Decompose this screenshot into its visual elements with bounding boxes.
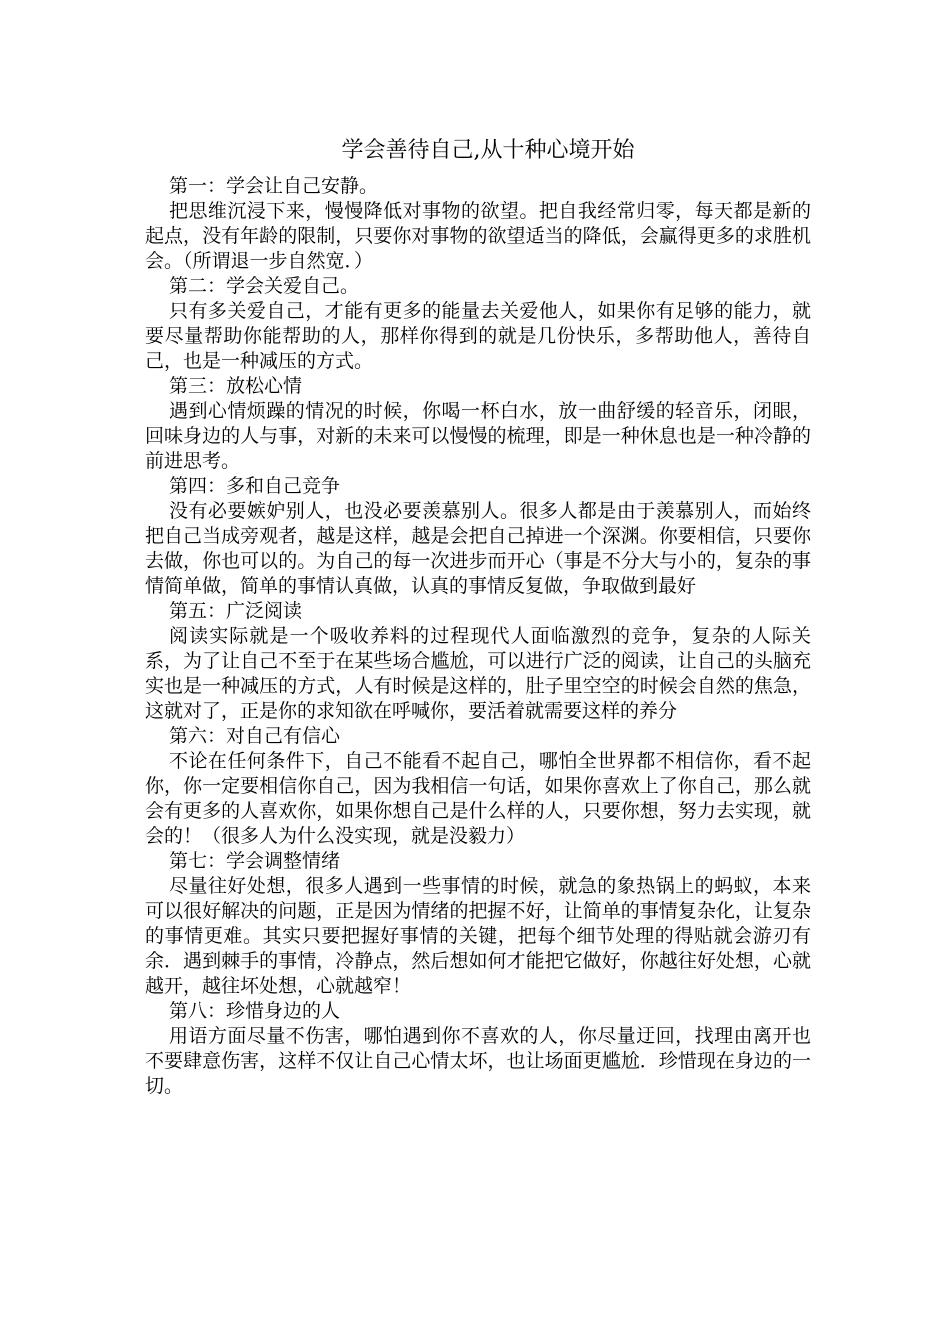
section-1 — [145, 174, 811, 274]
document-title: 学会善待自己,从十种心境开始 — [341, 138, 635, 163]
section-body: 用语方面尽量不伤害，哪怕遇到你不喜欢的人，你尽量迂回，找理由离开也不要肆意伤害，这样不仅让自己心情太坏，也让场面更尴尬．珍惜现在身边的一切。 — [145, 1025, 811, 1097]
section-2 — [145, 274, 811, 374]
section-5 — [145, 599, 811, 724]
section-body: 没有必要嫉妒别人，也没必要羡慕别人。很多人都是由于羡慕别人，而始终把自己当成旁观者，越是这样，越是会把自己掉进一个深渊。你要相信，只要你去做，你也可以的。为自己的每一次进步而开心（事是不分大与小的，复杂的事情简单做，简单的事情认真做，认真的事情反复做，争取做到最好 — [145, 500, 811, 597]
section-heading: 第七：学会调整情绪 — [169, 850, 341, 872]
section-heading: 第六：对自己有信心 — [169, 725, 341, 747]
section-heading: 第五：广泛阅读 — [169, 600, 303, 622]
section-heading: 第八：珍惜身边的人 — [169, 1000, 341, 1022]
section-3 — [145, 374, 811, 474]
section-4 — [145, 474, 811, 599]
section-6 — [145, 724, 811, 849]
document-page — [145, 134, 811, 1099]
section-heading: 第三：放松心情 — [169, 375, 303, 397]
section-7 — [145, 849, 811, 999]
section-body: 只有多关爱自己，才能有更多的能量去关爱他人，如果你有足够的能力，就要尽量帮助你能帮助的人，那样你得到的就是几份快乐，多帮助他人，善待自己，也是一种减压的方式。 — [145, 300, 811, 372]
section-8 — [145, 999, 811, 1099]
section-body: 阅读实际就是一个吸收养料的过程现代人面临激烈的竞争，复杂的人际关系，为了让自己不至于在某些场合尴尬，可以进行广泛的阅读，让自己的头脑充实也是一种减压的方式，人有时候是这样的，肚子里空空的时候会自然的焦急，这就对了，正是你的求知欲在呼喊你，要活着就需要这样的养分 — [145, 625, 811, 722]
section-heading: 第二：学会关爱自己。 — [169, 275, 360, 297]
section-body: 把思维沉浸下来，慢慢降低对事物的欲望。把自我经常归零，每天都是新的起点，没有年龄的限制，只要你对事物的欲望适当的降低，会赢得更多的求胜机会。（所谓退一步自然宽．） — [145, 200, 811, 272]
section-body: 遇到心情烦躁的情况的时候，你喝一杯白水，放一曲舒缓的轻音乐，闭眼，回味身边的人与事，对新的未来可以慢慢的梳理，即是一种休息也是一种冷静的前进思考。 — [145, 400, 811, 472]
section-body: 尽量往好处想，很多人遇到一些事情的时候，就急的象热锅上的蚂蚁，本来可以很好解决的问题，正是因为情绪的把握不好，让简单的事情复杂化，让复杂的事情更难。其实只要把握好事情的关键，把每个细节处理的得贴就会游刃有余．遇到棘手的事情，冷静点，然后想如何才能把它做好，你越往好处想，心就越开，越往坏处想，心就越窄！ — [145, 875, 811, 997]
section-heading: 第四：多和自己竞争 — [169, 475, 341, 497]
section-body: 不论在任何条件下，自己不能看不起自己，哪怕全世界都不相信你，看不起你，你一定要相信你自己，因为我相信一句话，如果你喜欢上了你自己，那么就会有更多的人喜欢你，如果你想自己是什么样的人，只要你想，努力去实现，就会的！（很多人为什么没实现，就是没毅力） — [145, 750, 811, 847]
section-heading: 第一：学会让自己安静。 — [169, 175, 379, 197]
